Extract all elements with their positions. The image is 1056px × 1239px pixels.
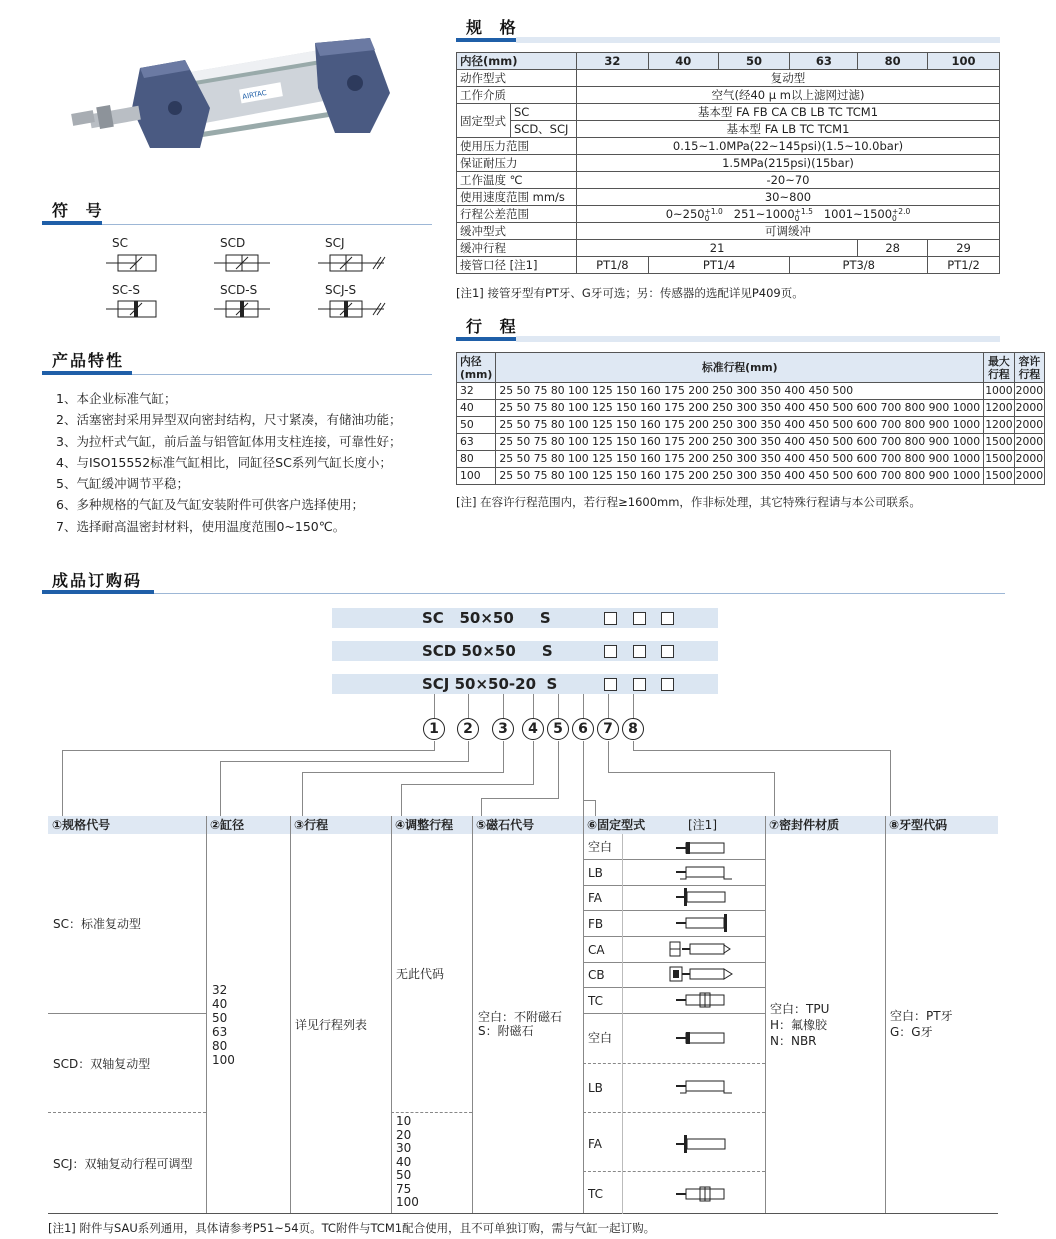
order-num-5: 5 <box>547 718 569 740</box>
section-title-features: 产品特性 <box>52 351 125 370</box>
spec-value-tolerance <box>576 206 999 223</box>
section-bar <box>42 221 102 225</box>
order-header-thread: ⑧牙型代码 <box>889 818 948 832</box>
symbol-label-scd: SCD <box>220 236 246 250</box>
tol-range: 1001~1500 <box>823 207 893 221</box>
spec-sublabel: SCD、SCJ <box>510 121 576 138</box>
symbol-scj-icon <box>318 252 388 274</box>
tol-upper: +1.5 <box>794 206 813 216</box>
symbol-label-sc: SC <box>112 236 128 250</box>
spec-value: 28 <box>858 240 928 257</box>
symbol-scd-s-icon <box>214 298 270 320</box>
mount-scd-1: LB <box>588 1081 603 1095</box>
section-bar <box>42 371 132 375</box>
spec-label: 缓冲行程 <box>457 240 577 257</box>
stroke-row: 50 25 50 75 80 100 125 150 160 175 200 250 300 350 400 450 500 600 700 800 900 1000 1200 2000 <box>457 417 1045 434</box>
spec-value: 基本型 FA FB CA CB LB TC TCM1 <box>576 104 999 121</box>
order-num-4: 4 <box>522 718 544 740</box>
mount-fa-icon <box>672 888 732 906</box>
tol-upper: +2.0 <box>892 206 911 216</box>
tol-range: 251~1000 <box>733 207 795 221</box>
mount-sc-0: 空白 <box>588 840 613 854</box>
mount-scd-lb-icon <box>672 1078 736 1096</box>
spec-value: PT1/2 <box>928 257 1000 274</box>
stroke-ref: 详见行程列表 <box>295 1018 368 1032</box>
order-header-stroke: ③行程 <box>294 818 329 832</box>
feature-item: 1、本企业标准气缸； <box>56 391 177 406</box>
order-header-magnet: ⑤磁石代号 <box>476 818 535 832</box>
mount-sc-2: FA <box>588 891 603 905</box>
order-num-1: 1 <box>423 718 445 740</box>
spec-header-100: 100 <box>928 53 1000 70</box>
order-header-seal: ⑦密封件材质 <box>769 818 840 832</box>
spec-header-bore: 内径(mm) <box>457 53 577 70</box>
spec-value: 空气(经40 μ m以上滤网过滤) <box>576 87 999 104</box>
mount-scd-2: FA <box>588 1137 603 1151</box>
stroke-header-allow: 容许 行程 <box>1014 353 1044 383</box>
section-title-symbol: 符 号 <box>52 201 108 220</box>
symbol-label-scj: SCJ <box>325 236 345 250</box>
mount-scd-3: TC <box>588 1187 604 1201</box>
order-num-8: 8 <box>622 718 644 740</box>
spec-header-40: 40 <box>648 53 718 70</box>
section-title-order: 成品订购码 <box>52 571 143 590</box>
magnet-options: 空白：不附磁石 S：附磁石 <box>478 1010 563 1038</box>
section-line <box>154 593 1005 594</box>
spec-value: 复动型 <box>576 70 999 87</box>
mount-basic-icon <box>672 840 732 856</box>
type-scd: SCD：双轴复动型 <box>53 1057 151 1071</box>
spec-value: 基本型 FA LB TC TCM1 <box>576 121 999 138</box>
order-header-bore: ②缸径 <box>210 818 245 832</box>
mount-sc-4: CA <box>588 943 605 957</box>
spec-label: 工作温度 ℃ <box>457 172 577 189</box>
stroke-header-max: 最大 行程 <box>984 353 1014 383</box>
tol-upper: +1.0 <box>704 206 723 216</box>
feature-item: 5、气缸缓冲调节平稳； <box>56 476 189 492</box>
feature-item: 4、与ISO15552标准气缸相比，同缸径SC系列气缸长度小； <box>56 454 392 470</box>
spec-label: 缓冲型式 <box>457 223 577 240</box>
order-footnote: [注1] 附件与SAU系列通用，具体请参考P51~54页。TC附件与TCM1配合使用，且不可单独订购，需与气缸一起订购。 <box>48 1221 656 1235</box>
spec-header-63: 63 <box>790 53 858 70</box>
spec-value: -20~70 <box>576 172 999 189</box>
feature-item: 7、选择耐高温密封材料，使用温度范围0~150℃。 <box>56 518 346 534</box>
stroke-header-std: 标准行程(mm) <box>496 353 984 383</box>
order-num-7: 7 <box>597 718 619 740</box>
section-line <box>132 374 432 375</box>
symbol-sc-icon <box>106 252 162 274</box>
adjust-values: 10 20 30 40 50 75 100 <box>396 1114 419 1209</box>
mount-sc-5: CB <box>588 968 605 982</box>
type-sc: SC：标准复动型 <box>53 917 141 931</box>
spec-note: [注1] 接管牙型有PT牙、G牙可选；另：传感器的选配详见P409页。 <box>456 286 804 300</box>
order-num-6: 6 <box>572 718 594 740</box>
spec-value: 可调缓冲 <box>576 223 999 240</box>
order-header-adjust: ④调整行程 <box>395 818 454 832</box>
mount-scd-0: 空白 <box>588 1031 613 1045</box>
spec-table <box>456 52 1000 274</box>
section-shade <box>516 37 1000 43</box>
spec-header-80: 80 <box>858 53 928 70</box>
stroke-row: 40 25 50 75 80 100 125 150 160 175 200 250 300 350 400 450 500 600 700 800 900 1000 1200 2000 <box>457 400 1045 417</box>
symbol-scd-icon <box>214 252 270 274</box>
spec-value: PT3/8 <box>790 257 928 274</box>
spec-value: 21 <box>576 240 857 257</box>
spec-label: 固定型式 <box>457 104 511 138</box>
symbol-label-scd-s: SCD-S <box>220 283 258 297</box>
spec-header-32: 32 <box>576 53 648 70</box>
spec-label: 动作型式 <box>457 70 577 87</box>
type-scj: SCJ：双轴复动行程可调型 <box>53 1157 193 1171</box>
order-header-type: ①规格代号 <box>52 818 111 832</box>
svg-text:AIRTAC: AIRTAC <box>241 88 268 102</box>
spec-header-50: 50 <box>718 53 790 70</box>
feature-item: 6、多种规格的气缸及气缸安装附件可供客户选择使用； <box>56 497 364 513</box>
mount-fb-icon <box>672 914 732 932</box>
mount-sc-6: TC <box>588 994 604 1008</box>
order-code-scd: SCD 50×50 S <box>332 641 718 661</box>
mount-sc-1: LB <box>588 866 603 880</box>
order-code-sc: SC 50×50 S <box>332 608 718 628</box>
stroke-header-bore: 内径 (mm) <box>457 353 496 383</box>
mount-scd-basic-icon <box>672 1030 732 1046</box>
mount-sc-3: FB <box>588 917 604 931</box>
mount-scd-tc-icon <box>672 1185 732 1203</box>
spec-label: 工作介质 <box>457 87 577 104</box>
seal-options: 空白：TPU H：氟橡胶 N：NBR <box>770 1002 830 1048</box>
order-header-mount-note: [注1] <box>688 818 717 832</box>
section-shade <box>516 336 1000 342</box>
feature-item: 3、为拉杆式气缸，前后盖与铝管缸体用支柱连接，可靠性好； <box>56 433 402 449</box>
section-bar <box>42 590 154 594</box>
feature-list <box>56 388 401 537</box>
spec-value: PT1/4 <box>648 257 790 274</box>
stroke-table <box>456 352 1045 485</box>
feature-item: 2、活塞密封采用异型双向密封结构，尺寸紧凑，有储油功能； <box>56 412 402 428</box>
spec-label: 使用压力范围 <box>457 138 577 155</box>
order-header-mount: ⑥固定型式 <box>587 818 646 832</box>
order-num-3: 3 <box>492 718 514 740</box>
spec-label: 接管口径 [注1] <box>457 257 577 274</box>
thread-options: 空白：PT牙 G：G牙 <box>890 1009 953 1039</box>
order-num-2: 2 <box>457 718 479 740</box>
section-title-spec: 规 格 <box>466 18 522 37</box>
mount-cb-icon <box>668 965 736 983</box>
spec-label: 使用速度范围 mm/s <box>457 189 577 206</box>
mount-ca-icon <box>668 940 736 958</box>
spec-header-row <box>457 53 1000 70</box>
tol-range: 0~250 <box>665 207 705 221</box>
tol-lower: 0 <box>704 213 710 223</box>
section-line <box>102 224 432 225</box>
tol-lower: 0 <box>892 213 897 223</box>
mount-scd-fa-icon <box>672 1135 732 1153</box>
spec-label: 行程公差范围 <box>457 206 577 223</box>
mount-lb-icon <box>672 864 736 882</box>
spec-value: 29 <box>928 240 1000 257</box>
bore-list: 32 40 50 63 80 100 <box>212 983 235 1067</box>
spec-value: 0.15~1.0MPa(22~145psi)(1.5~10.0bar) <box>576 138 999 155</box>
symbol-scj-s-icon <box>318 298 388 320</box>
spec-sublabel: SC <box>510 104 576 121</box>
mount-tc-icon <box>672 991 732 1009</box>
spec-value: 30~800 <box>576 189 999 206</box>
stroke-row: 63 25 50 75 80 100 125 150 160 175 200 250 300 350 400 450 500 600 700 800 900 1000 1500 2000 <box>457 434 1045 451</box>
adjust-none: 无此代码 <box>396 967 445 981</box>
section-bar <box>456 38 516 42</box>
cylinder-product-image <box>70 38 400 168</box>
tol-lower: 0 <box>794 213 800 223</box>
stroke-row: 100 25 50 75 80 100 125 150 160 175 200 250 300 350 400 450 500 600 700 800 900 1000 1500 2000 <box>457 468 1045 485</box>
section-title-stroke: 行 程 <box>466 317 522 336</box>
stroke-row: 80 25 50 75 80 100 125 150 160 175 200 250 300 350 400 450 500 600 700 800 900 1000 1500 2000 <box>457 451 1045 468</box>
stroke-row: 32 25 50 75 80 100 125 150 160 175 200 250 300 350 400 450 500 1000 2000 <box>457 383 1045 400</box>
order-code-scj: SCJ 50×50-20 S <box>332 674 718 694</box>
spec-label: 保证耐压力 <box>457 155 577 172</box>
symbol-sc-s-icon <box>106 298 162 320</box>
symbol-label-scj-s: SCJ-S <box>325 283 357 297</box>
section-bar <box>456 337 516 341</box>
spec-value: 1.5MPa(215psi)(15bar) <box>576 155 999 172</box>
spec-value: PT1/8 <box>576 257 648 274</box>
stroke-note: [注] 在容许行程范围内，若行程≥1600mm，作非标处理，其它特殊行程请与本公司联系。 <box>456 495 921 509</box>
symbol-label-sc-s: SC-S <box>112 283 140 297</box>
